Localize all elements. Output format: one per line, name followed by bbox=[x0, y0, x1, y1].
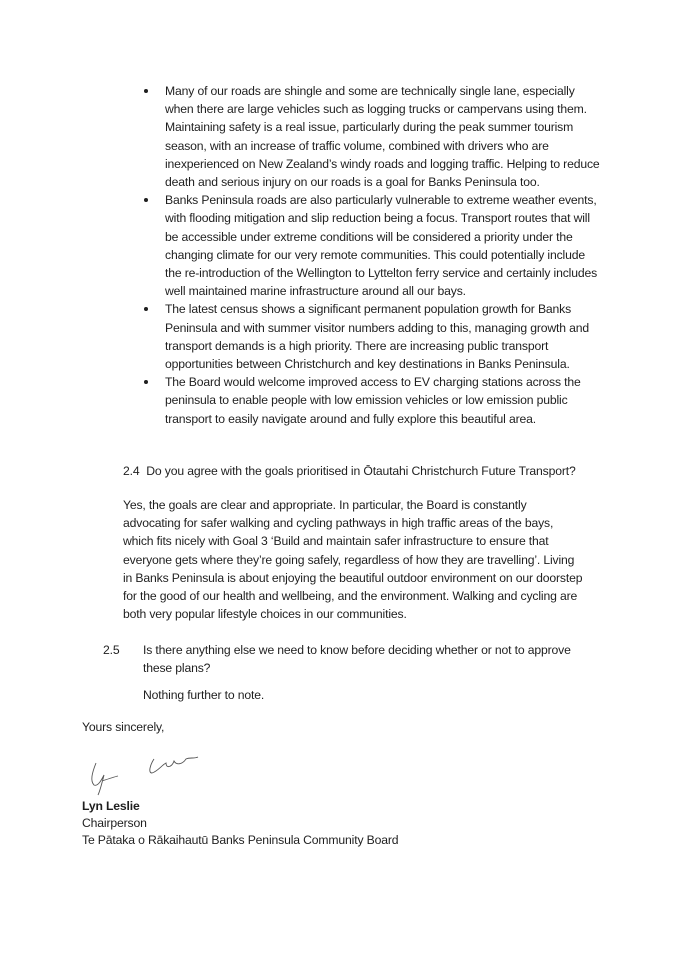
bullet-icon bbox=[144, 380, 148, 384]
question-number: 2.4 bbox=[123, 464, 140, 478]
list-item bbox=[142, 300, 602, 373]
signatory-organisation: Te Pātaka o Rākaihautū Banks Peninsula Community Board bbox=[82, 833, 399, 847]
question-number: 2.5 bbox=[103, 643, 120, 657]
bullet-text: The latest census shows a significant permanent population growth for Banks Peninsula and with summer visitor numbers adding to this, managing growth and transport demands is a high priority. There are increasing public transport opportunities between Christchurch and key destinations in Banks Peninsula. bbox=[165, 302, 590, 372]
bullet-icon bbox=[144, 307, 148, 311]
bullet-text: Many of our roads are shingle and some are technically single lane, especially when there are large vehicles such as logging trucks or campervans using them. Maintaining safety is a real issue, particularly during the peak summer tourism season, with an increase of traffic volume, combined with drivers who are inexperienced on New Zealand’s windy roads and logging traffic. Helping to reduce death and serious injury on our roads is a goal for Banks Peninsula too. bbox=[165, 84, 600, 190]
signature-image bbox=[82, 745, 202, 797]
answer-2-4: Yes, the goals are clear and appropriate. In particular, the Board is constantly advocating for safer walking and cycling pathways in high traffic areas of the bays, which fits nicely with Goal 3 ‘Build and maintain safer infrastructure to ensure that everyone gets where they’re going safely, regardless of how they are travelling’. Living in Banks Peninsula is about enjoying the beautiful outdoor environment on our doorstep for the good of our health and wellbeing, and the environment. Walking and cycling are both very popular lifestyle choices in our communities. bbox=[123, 498, 583, 622]
question-text: Is there anything else we need to know before deciding whether or not to approve these plans? bbox=[143, 643, 571, 676]
closing-salutation: Yours sincerely, bbox=[82, 720, 165, 734]
question-2-4 bbox=[123, 462, 593, 480]
signatory-name: Lyn Leslie bbox=[82, 799, 140, 813]
signatory-title: Chairperson bbox=[82, 816, 147, 830]
question-text: Do you agree with the goals prioritised in Ōtautahi Christchurch Future Transport? bbox=[146, 464, 576, 478]
list-item bbox=[142, 82, 602, 191]
answer-2-5: Nothing further to note. bbox=[143, 688, 265, 702]
bullet-list bbox=[142, 82, 602, 428]
list-item bbox=[142, 191, 602, 300]
bullet-text: The Board would welcome improved access to EV charging stations across the peninsula to enable people with low emission vehicles or low emission public transport to easily navigate around and fully explore this beautiful area. bbox=[165, 375, 581, 426]
bullet-icon bbox=[144, 89, 148, 93]
question-2-5 bbox=[103, 641, 598, 677]
bullet-text: Banks Peninsula roads are also particularly vulnerable to extreme weather events, with flooding mitigation and slip reduction being a focus. Transport routes that will be accessible under extreme conditions will be considered a priority under the changing climate for our very remote communities. This could potentially include the re-introduction of the Wellington to Lyttelton ferry service and certainly includes well maintained marine infrastructure around all our bays. bbox=[165, 193, 598, 299]
list-item bbox=[142, 373, 602, 428]
bullet-icon bbox=[144, 198, 148, 202]
